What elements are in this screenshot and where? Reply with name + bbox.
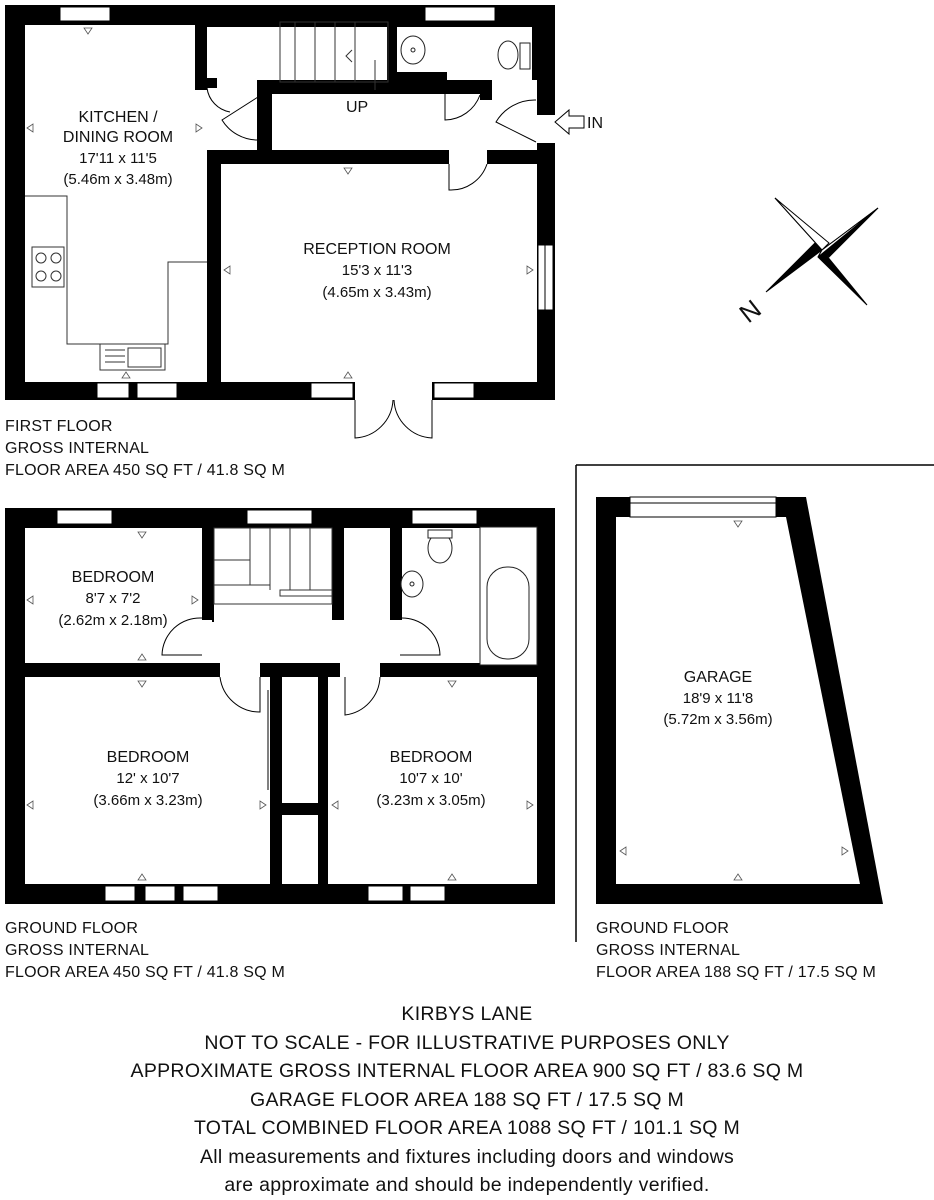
bedroom1-dim-metric: (2.62m x 2.18m) — [58, 612, 168, 629]
garage-name: GARAGE — [683, 669, 753, 686]
first-floor-area-line3: FLOOR AREA 450 SQ FT / 41.8 SQ M — [5, 462, 285, 479]
scale-disclaimer: NOT TO SCALE - FOR ILLUSTRATIVE PURPOSES ONLY — [204, 1031, 730, 1054]
measurement-disclaimer-line1: All measurements and fixtures including doors and windows — [199, 1145, 735, 1168]
bathroom-fixtures — [401, 527, 537, 665]
ground-floor-plan — [5, 508, 555, 904]
reception-label — [303, 241, 451, 301]
bedroom1-label — [58, 569, 167, 629]
bedroom2-dim-imperial: 12' x 10'7 — [116, 770, 180, 787]
bedroom3-dim-metric: (3.23m x 3.05m) — [376, 792, 486, 809]
bedroom1-dim-imperial: 8'7 x 7'2 — [85, 590, 141, 607]
first-floor-area-note — [5, 416, 285, 482]
plan-footer — [0, 1000, 934, 1200]
reception-dim-imperial: 15'3 x 11'3 — [341, 262, 413, 279]
bedroom3-dim-imperial: 10'7 x 10' — [399, 770, 463, 787]
reception-name: RECEPTION ROOM — [303, 241, 451, 258]
garage-area-line2: GROSS INTERNAL — [596, 942, 741, 959]
garage-dim-imperial: 18'9 x 11'8 — [682, 690, 754, 707]
kitchen-name-line1: KITCHEN / — [78, 109, 158, 126]
first-floor-wc — [401, 36, 530, 69]
ground-floor-walls — [5, 508, 555, 904]
bedroom2-dim-metric: (3.66m x 3.23m) — [93, 792, 203, 809]
bedroom3-label — [376, 749, 485, 809]
first-floor-stairs — [280, 22, 388, 90]
bedroom2-label — [93, 749, 202, 809]
north-label: N — [733, 293, 767, 329]
ground-floor-area-line3: FLOOR AREA 450 SQ FT / 41.8 SQ M — [5, 964, 285, 981]
bedroom1-name: BEDROOM — [71, 569, 155, 586]
gross-internal-area: APPROXIMATE GROSS INTERNAL FLOOR AREA 900 SQ FT / 83.6 SQ M — [130, 1060, 804, 1082]
first-floor-windows — [60, 7, 553, 398]
measurement-disclaimer-line2: are approximate and should be independently verified. — [224, 1174, 710, 1196]
entrance-arrow-icon — [555, 110, 584, 134]
kitchen-label — [63, 109, 173, 188]
bedroom3-name: BEDROOM — [389, 749, 473, 766]
garage-door — [630, 497, 776, 517]
stairs-up-label: UP — [346, 99, 369, 116]
first-floor-area-line1: FIRST FLOOR — [5, 418, 113, 435]
total-combined-area: TOTAL COMBINED FLOOR AREA 1088 SQ FT / 101.1 SQ M — [193, 1117, 741, 1139]
garage-area-note — [596, 918, 876, 984]
kitchen-dim-imperial: 17'11 x 11'5 — [79, 150, 157, 167]
garage-area-line1: GROUND FLOOR — [596, 920, 730, 937]
ground-floor-area-line1: GROUND FLOOR — [5, 920, 139, 937]
garage-dim-metric: (5.72m x 3.56m) — [663, 711, 773, 728]
garage-area-total: GARAGE FLOOR AREA 188 SQ FT / 17.5 SQ M — [250, 1088, 684, 1111]
property-name: KIRBYS LANE — [401, 1003, 533, 1025]
ground-floor-stairs — [214, 528, 332, 604]
first-floor-area-line2: GROSS INTERNAL — [5, 440, 150, 457]
garage-plan — [596, 497, 883, 904]
compass-rose-icon — [766, 198, 878, 305]
kitchen-name-line2: DINING ROOM — [62, 129, 174, 146]
kitchen-units — [25, 196, 207, 370]
ground-floor-area-line2: GROSS INTERNAL — [5, 942, 150, 959]
first-floor-plan — [5, 5, 603, 438]
garage-area-line3: FLOOR AREA 188 SQ FT / 17.5 SQ M — [596, 964, 876, 981]
kitchen-dim-metric: (5.46m x 3.48m) — [63, 171, 173, 188]
ground-floor-area-note — [5, 918, 285, 984]
reception-dim-metric: (4.65m x 3.43m) — [322, 284, 432, 301]
entrance-label: IN — [587, 115, 603, 132]
bedroom2-name: BEDROOM — [106, 749, 190, 766]
